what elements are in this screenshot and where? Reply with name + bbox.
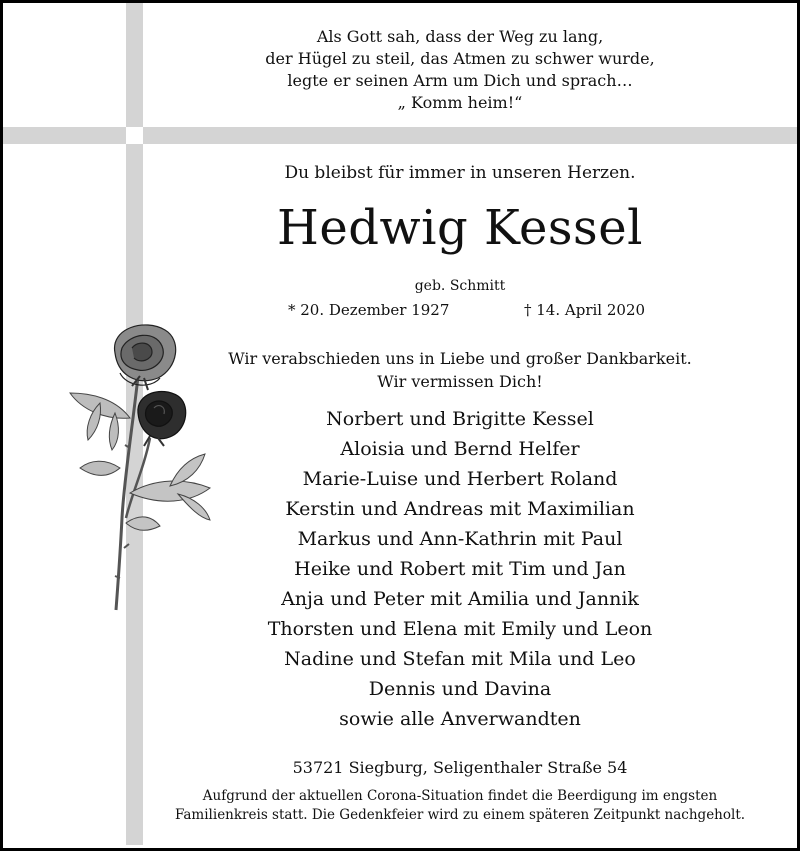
mourner-line: Thorsten und Elena mit Emily und Leon	[267, 618, 653, 640]
poem-line: der Hügel zu steil, das Atmen zu schwer wurde,	[265, 49, 655, 68]
cross-horizontal-bar	[3, 127, 797, 144]
maiden-name: geb. Schmitt	[414, 278, 506, 294]
cross-center	[126, 127, 143, 144]
mourner-line: Heike und Robert mit Tim und Jan	[294, 558, 626, 580]
thanks-line: Wir verabschieden uns in Liebe und großer Dankbarkeit.	[228, 349, 692, 368]
mourner-line: Kerstin und Andreas mit Maximilian	[285, 498, 635, 520]
rose-icon	[60, 318, 230, 618]
mourner-line: Dennis und Davina	[368, 678, 552, 700]
mourner-line: Markus und Ann-Kathrin mit Paul	[297, 528, 623, 550]
address-line: 53721 Siegburg, Seligenthaler Straße 54	[292, 758, 628, 777]
mourner-line: Nadine und Stefan mit Mila und Leo	[284, 648, 636, 670]
thanks-line: Wir vermissen Dich!	[377, 372, 543, 391]
poem-line: legte er seinen Arm um Dich und sprach…	[287, 71, 633, 90]
mourner-line: Norbert und Brigitte Kessel	[326, 408, 594, 430]
mourner-line: Aloisia und Bernd Helfer	[340, 438, 580, 460]
mourner-line: sowie alle Anverwandten	[339, 708, 581, 730]
poem-line: „ Komm heim!“	[397, 93, 523, 112]
poem-line: Als Gott sah, dass der Weg zu lang,	[316, 27, 604, 46]
note-line: Aufgrund der aktuellen Corona-Situation findet die Beerdigung im engsten	[202, 788, 718, 804]
deceased-name: Hedwig Kessel	[277, 200, 643, 256]
death-date: † 14. April 2020	[524, 301, 646, 319]
note-line: Familienkreis statt. Die Gedenkfeier wird zu einem späteren Zeitpunkt nachgeholt.	[174, 807, 746, 823]
mourner-line: Marie-Luise und Herbert Roland	[302, 468, 618, 490]
birth-date: * 20. Dezember 1927	[288, 301, 450, 319]
remember-line: Du bleibst für immer in unseren Herzen.	[284, 163, 636, 183]
mourner-line: Anja und Peter mit Amilia und Jannik	[281, 588, 639, 610]
